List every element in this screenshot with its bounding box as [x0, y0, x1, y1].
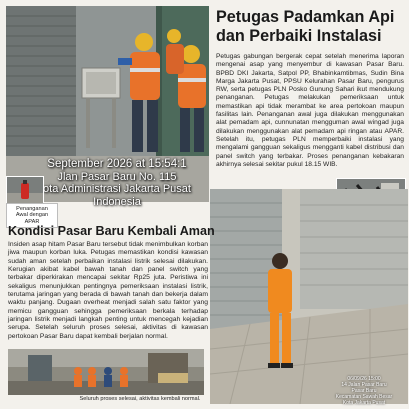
- caption-apar: Penanganan Awal dengan APAR: [6, 203, 58, 228]
- stamp-date: September 2026 at 15:54:1: [47, 158, 187, 170]
- article1-title-line2: dan Perbaiki Instalasi: [216, 27, 382, 45]
- stamp-street: Jlan Pasar Baru No. 115: [57, 170, 177, 183]
- caption-street: Seluruh proses selesai, aktivitas kembali normal.: [79, 396, 201, 402]
- article1-title-line1: Petugas Padamkan Api: [216, 8, 395, 26]
- photo-street-normal: [8, 349, 204, 395]
- photo-main-timestamp: [42, 158, 192, 208]
- officer-stamp-area: Pasar Baru: [351, 388, 377, 394]
- photo-officer-timestamp: [322, 376, 406, 406]
- officer-stamp-street: 14 Jalan Pasar Baru: [341, 382, 387, 388]
- article2-title: Kondisi Pasar Baru Kembali Aman: [8, 224, 215, 238]
- article1-title: [216, 8, 406, 46]
- article2-body: Insiden asap hitam Pasar Baru tersebut tidak menimbulkan korban jiwa maupun korban luka. Petugas memastikan kondisi kawasan sudah aman setelah perbaikan instalasi listrik selesai dilakukan. Kerugian akibat kabel bawah tanah dan panel switch yang terbakar diperkirakan mencapai sekitar Rp25 juta. Peristiwa ini sekaligus menunjukkan pentingnya pemeriksaan instalasi listrik, terutama jaringan yang berada di bawah tanah dan bekerja dalam waktu panjang. Dugaan overheat menjadi salah satu faktor yang memicu gangguan sehingga pemeriksaan berkala terhadap jaringan listrik menjadi langkah penting untuk mencegah kejadian serupa. Setelah seluruh proses selesai, aktivitas di kawasan pertokoan Pasar Baru dapat kembali berjalan normal.: [8, 241, 208, 340]
- officer-stamp-city: Kota Jakarta Pusat: [342, 400, 386, 406]
- photo-officer-street: [210, 189, 408, 404]
- article1-body: Petugas gabungan bergerak cepat setelah menerima laporan mengenai asap yang menyembur di kawasan Pasar Baru. BPBD DKI Jakarta, Satpol PP, Bhabinkamtibmas, Sudin Bina Marga Jakarta Pusat, PPSU Kelurahan Pasar Baru, pengurus RW, serta petugas PLN Posko Gunung Sahari ikut mendukung penanganan. Petugas melakukan pemeriksaan untuk memastikan api tidak merambat ke area pertokoan maupun fasilitas lain. Penanganan awal juga dilakukan menggunakan alat pemadam api, cunnunatan mengguman awal wingad juga dilakukan menggunakan alat pemadam api ringan atau APAR. Setelah itu, petugas PLN memperbaiki instalasi yang mengalami gangguan sekaligus mengganti kabel distribusi dan panel switch yang terbakar. Proses penanganan kebakaran akhirnya selesai sekitar pukul 18.15 WIB.: [216, 53, 404, 168]
- stamp-city: ota Administrasi Jakarta Pusat: [43, 183, 191, 195]
- photo-apar-inset: [6, 176, 44, 204]
- officer-stamp-district: Kecamatan Sawah Besar: [335, 394, 393, 400]
- officer-stamp-date: 06/09/26 15:00: [347, 376, 381, 382]
- stamp-country: Indonesia: [93, 195, 141, 208]
